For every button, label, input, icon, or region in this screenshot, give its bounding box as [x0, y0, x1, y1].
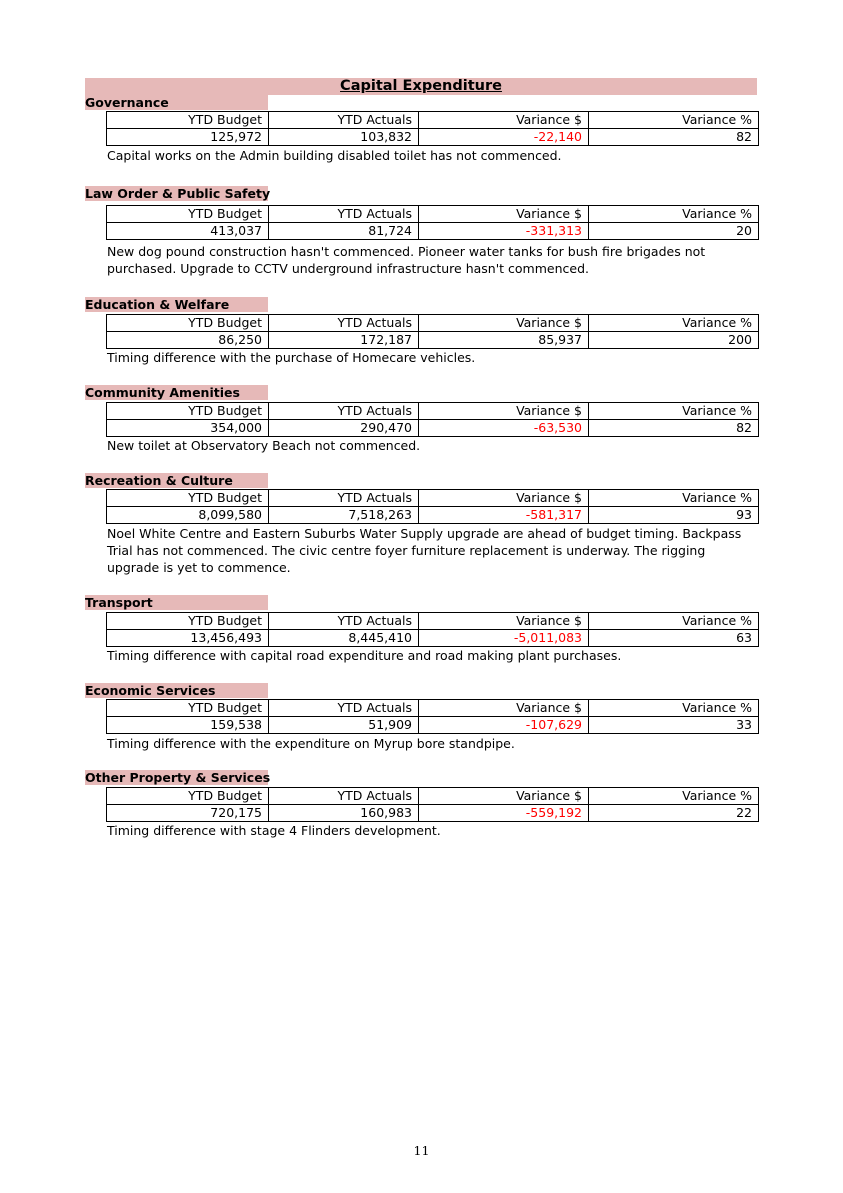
header-ytd-budget: YTD Budget — [107, 788, 269, 805]
section-heading: Education & Welfare — [85, 297, 268, 312]
header-ytd-actuals: YTD Actuals — [269, 206, 419, 223]
ytd-budget-value: 125,972 — [107, 129, 269, 146]
variance-pct-value: 82 — [589, 129, 759, 146]
header-variance-pct: Variance % — [589, 315, 759, 332]
header-ytd-budget: YTD Budget — [107, 206, 269, 223]
header-variance-dollar: Variance $ — [419, 788, 589, 805]
header-ytd-actuals: YTD Actuals — [269, 700, 419, 717]
value-row — [107, 129, 759, 146]
section-heading: Community Amenities — [85, 385, 268, 400]
section-heading: Other Property & Services — [85, 770, 271, 785]
ytd-actuals-value: 290,470 — [269, 420, 419, 437]
figures-table — [106, 205, 759, 240]
header-ytd-actuals: YTD Actuals — [269, 315, 419, 332]
ytd-actuals-value: 51,909 — [269, 717, 419, 734]
ytd-actuals-value: 8,445,410 — [269, 630, 419, 647]
page-number: 11 — [413, 1143, 430, 1158]
header-row — [107, 206, 759, 223]
variance-pct-value: 63 — [589, 630, 759, 647]
section-heading: Economic Services — [85, 683, 268, 698]
figures-table — [106, 787, 759, 822]
ytd-budget-value: 720,175 — [107, 805, 269, 822]
variance-dollar-value: -331,313 — [419, 223, 589, 240]
ytd-budget-value: 86,250 — [107, 332, 269, 349]
header-ytd-budget: YTD Budget — [107, 315, 269, 332]
header-row — [107, 700, 759, 717]
header-ytd-budget: YTD Budget — [107, 700, 269, 717]
header-row — [107, 403, 759, 420]
section-heading: Law Order & Public Safety — [85, 186, 271, 201]
header-ytd-actuals: YTD Actuals — [269, 112, 419, 129]
header-ytd-budget: YTD Budget — [107, 112, 269, 129]
variance-dollar-value: -5,011,083 — [419, 630, 589, 647]
header-variance-pct: Variance % — [589, 700, 759, 717]
page-title — [85, 78, 757, 95]
variance-dollar-value: 85,937 — [419, 332, 589, 349]
figures-table — [106, 699, 759, 734]
header-variance-dollar: Variance $ — [419, 700, 589, 717]
section-comment: Timing difference with the purchase of Homecare vehicles. — [107, 350, 476, 365]
figures-table — [106, 489, 759, 524]
section-comment: New toilet at Observatory Beach not commenced. — [107, 438, 421, 453]
value-row — [107, 630, 759, 647]
value-row — [107, 507, 759, 524]
header-ytd-actuals: YTD Actuals — [269, 490, 419, 507]
section-heading: Recreation & Culture — [85, 473, 268, 488]
header-variance-pct: Variance % — [589, 788, 759, 805]
variance-dollar-value: -22,140 — [419, 129, 589, 146]
section-heading: Transport — [85, 595, 268, 610]
header-variance-dollar: Variance $ — [419, 206, 589, 223]
section-comment: New dog pound construction hasn't commenced. Pioneer water tanks for bush fire brigades not purchased. Upgrade to CCTV underground infrastructure hasn't commenced. — [107, 244, 706, 276]
header-variance-dollar: Variance $ — [419, 403, 589, 420]
value-row — [107, 420, 759, 437]
variance-pct-value: 82 — [589, 420, 759, 437]
variance-pct-value: 20 — [589, 223, 759, 240]
ytd-actuals-value: 172,187 — [269, 332, 419, 349]
header-variance-pct: Variance % — [589, 403, 759, 420]
page-title-text: Capital Expenditure — [340, 78, 502, 94]
section-comment: Timing difference with capital road expenditure and road making plant purchases. — [107, 648, 622, 663]
header-variance-pct: Variance % — [589, 206, 759, 223]
ytd-budget-value: 413,037 — [107, 223, 269, 240]
section-comment: Timing difference with stage 4 Flinders development. — [107, 823, 441, 838]
figures-table — [106, 111, 759, 146]
ytd-actuals-value: 81,724 — [269, 223, 419, 240]
header-row — [107, 112, 759, 129]
header-row — [107, 315, 759, 332]
section-comment: Capital works on the Admin building disabled toilet has not commenced. — [107, 148, 562, 163]
header-ytd-budget: YTD Budget — [107, 490, 269, 507]
section-comment: Noel White Centre and Eastern Suburbs Water Supply upgrade are ahead of budget timing. Backpass Trial has not commenced. The civic centre foyer furniture replacement is underway. The rigging upgrade is yet to commence. — [107, 526, 742, 575]
header-row — [107, 613, 759, 630]
header-variance-pct: Variance % — [589, 490, 759, 507]
value-row — [107, 717, 759, 734]
header-ytd-budget: YTD Budget — [107, 403, 269, 420]
ytd-budget-value: 8,099,580 — [107, 507, 269, 524]
value-row — [107, 332, 759, 349]
header-variance-dollar: Variance $ — [419, 613, 589, 630]
variance-pct-value: 33 — [589, 717, 759, 734]
header-variance-dollar: Variance $ — [419, 112, 589, 129]
figures-table — [106, 612, 759, 647]
value-row — [107, 805, 759, 822]
variance-pct-value: 93 — [589, 507, 759, 524]
variance-dollar-value: -63,530 — [419, 420, 589, 437]
header-variance-pct: Variance % — [589, 112, 759, 129]
section-heading: Governance — [85, 95, 268, 110]
ytd-budget-value: 354,000 — [107, 420, 269, 437]
figures-table — [106, 314, 759, 349]
header-variance-dollar: Variance $ — [419, 315, 589, 332]
ytd-budget-value: 159,538 — [107, 717, 269, 734]
figures-table — [106, 402, 759, 437]
variance-pct-value: 200 — [589, 332, 759, 349]
variance-dollar-value: -107,629 — [419, 717, 589, 734]
section-comment: Timing difference with the expenditure on Myrup bore standpipe. — [107, 736, 515, 751]
header-ytd-actuals: YTD Actuals — [269, 403, 419, 420]
ytd-budget-value: 13,456,493 — [107, 630, 269, 647]
header-variance-dollar: Variance $ — [419, 490, 589, 507]
header-ytd-actuals: YTD Actuals — [269, 788, 419, 805]
header-row — [107, 490, 759, 507]
value-row — [107, 223, 759, 240]
header-variance-pct: Variance % — [589, 613, 759, 630]
header-ytd-actuals: YTD Actuals — [269, 613, 419, 630]
header-ytd-budget: YTD Budget — [107, 613, 269, 630]
variance-dollar-value: -581,317 — [419, 507, 589, 524]
variance-pct-value: 22 — [589, 805, 759, 822]
ytd-actuals-value: 103,832 — [269, 129, 419, 146]
variance-dollar-value: -559,192 — [419, 805, 589, 822]
header-row — [107, 788, 759, 805]
ytd-actuals-value: 7,518,263 — [269, 507, 419, 524]
ytd-actuals-value: 160,983 — [269, 805, 419, 822]
